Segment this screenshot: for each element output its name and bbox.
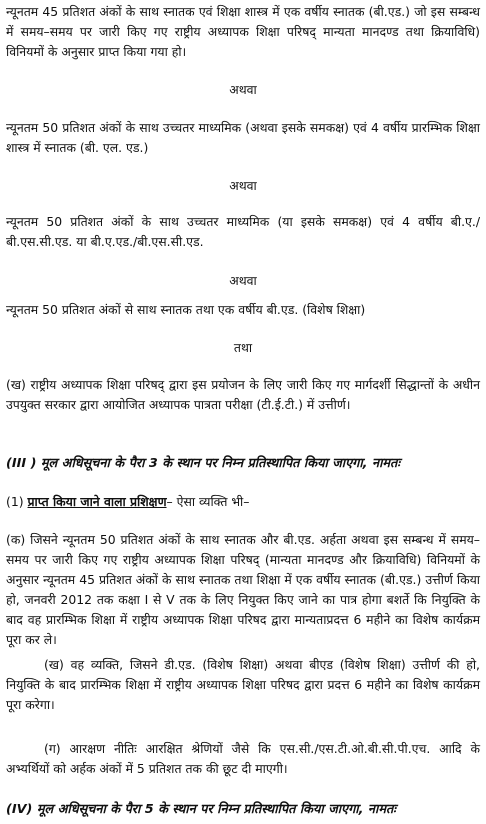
and-separator: तथा	[233, 340, 253, 355]
tet-paragraph: (ख) राष्ट्रीय अध्यापक शिक्षा परिषद् द्वारा इस प्रयोजन के लिए जारी किए गए मार्गदर्शी सिद्धान्तों के अधीन उपयुक्त सरकार द्वारा आयोजित अध्यापक पात्रता परीक्षा (टी.ई.टी.) में उत्तीर्ण।	[6, 377, 480, 412]
section-heading-4: (IV) मूल अधिसूचना के पैरा 5 के स्थान पर निम्न प्रतिस्थापित किया जाएगा, नामतः	[6, 802, 396, 817]
eligibility-paragraph-4: न्यूनतम 50 प्रतिशत अंकों से साथ स्नातक तथा एक वर्षीय बी.एड. (विशेष शिक्षा)	[6, 302, 366, 317]
eligibility-paragraph-1: न्यूनतम 45 प्रतिशत अंकों के साथ स्नातक एवं शिक्षा शास्त्र में एक वर्षीय स्नातक (बी.एड.) जो इस सम्बन्ध में समय–समय पर जारी किए गए राष्ट्रीय अध्यापक शिक्षा परिषद् मान्यता मानदण्ड तथा क्रियाविधि) विनियमों के अनुसार प्राप्त किया गया हो।	[6, 4, 480, 59]
eligibility-paragraph-2: न्यूनतम 50 प्रतिशत अंकों के साथ उच्चतर माध्यमिक (अथवा इसके समकक्ष) एवं 4 वर्षीय प्रारम्भिक शिक्षा शास्त्र में स्नातक (बी. एल. एड.)	[6, 120, 480, 155]
section-heading-3: (III ) मूल अधिसूचना के पैरा 3 के स्थान पर निम्न प्रतिस्थापित किया जाएगा, नामतः	[6, 456, 400, 471]
training-title: प्राप्त किया जाने वाला प्रशिक्षण	[27, 494, 167, 509]
training-paragraph-ka: (क) जिसने न्यूनतम 50 प्रतिशत अंकों के साथ स्नातक और बी.एड. अर्हता अथवा इस सम्बन्ध में समय–समय पर जारी किए गए राष्ट्रीय अध्यापक शिक्षा परिषद् (मान्यता मानदण्ड और क्रियाविधि) विनियमों के अनुसार न्यूनतम 45 प्रतिशत अंकों के साथ स्नातक तथा शिक्षा में एक वर्षीय स्नातक (बी.एड.) उत्तीर्ण किया हो, जनवरी 2012 तक कक्षा I से V तक के लिए नियुक्त किए जाने का पात्र होगा बशर्ते कि नियुक्ति के बाद वह प्रारम्भिक शिक्षा में राष्ट्रीय अध्यापक शिक्षा परिषद द्वारा मान्यताप्रदत्त 6 महीने का विशेष कार्यक्रम पूरा कर ले।	[6, 532, 480, 647]
or-separator-1: अथवा	[229, 82, 257, 97]
or-separator-2: अथवा	[229, 178, 257, 193]
reservation-paragraph: (ग) आरक्षण नीतिः आरक्षित श्रेणियों जैसे कि एस.सी./एस.टी.ओ.बी.सी.पी.एच. आदि के अभ्यर्थियों को अर्हक अंकों में 5 प्रतिशत तक की छूट दी माएगी।	[6, 741, 480, 776]
or-separator-3: अथवा	[229, 273, 257, 288]
eligibility-paragraph-3: न्यूनतम 50 प्रतिशत अंकों के साथ उच्चतर माध्यमिक (या इसके समकक्ष) एवं 4 वर्षीय बी.ए./ बी.एस.सी.एड. या बी.ए.एड./बी.एस.सी.एड.	[6, 214, 480, 249]
training-rest: – ऐसा व्यक्ति भी–	[166, 494, 250, 509]
training-paragraph-kha: (ख) वह व्यक्ति, जिसने डी.एड. (विशेष शिक्षा) अथवा बीएड (विशेष शिक्षा) उत्तीर्ण की हो, नियुक्ति के बाद प्रारम्भिक शिक्षा में राष्ट्रीय अध्यापक शिक्षा परिषद द्वारा प्रदत्त 6 महीने का विशेष कार्यक्रम पूरा करेगा।	[6, 657, 480, 712]
training-subheading	[6, 492, 480, 512]
training-number: (1)	[6, 494, 28, 509]
